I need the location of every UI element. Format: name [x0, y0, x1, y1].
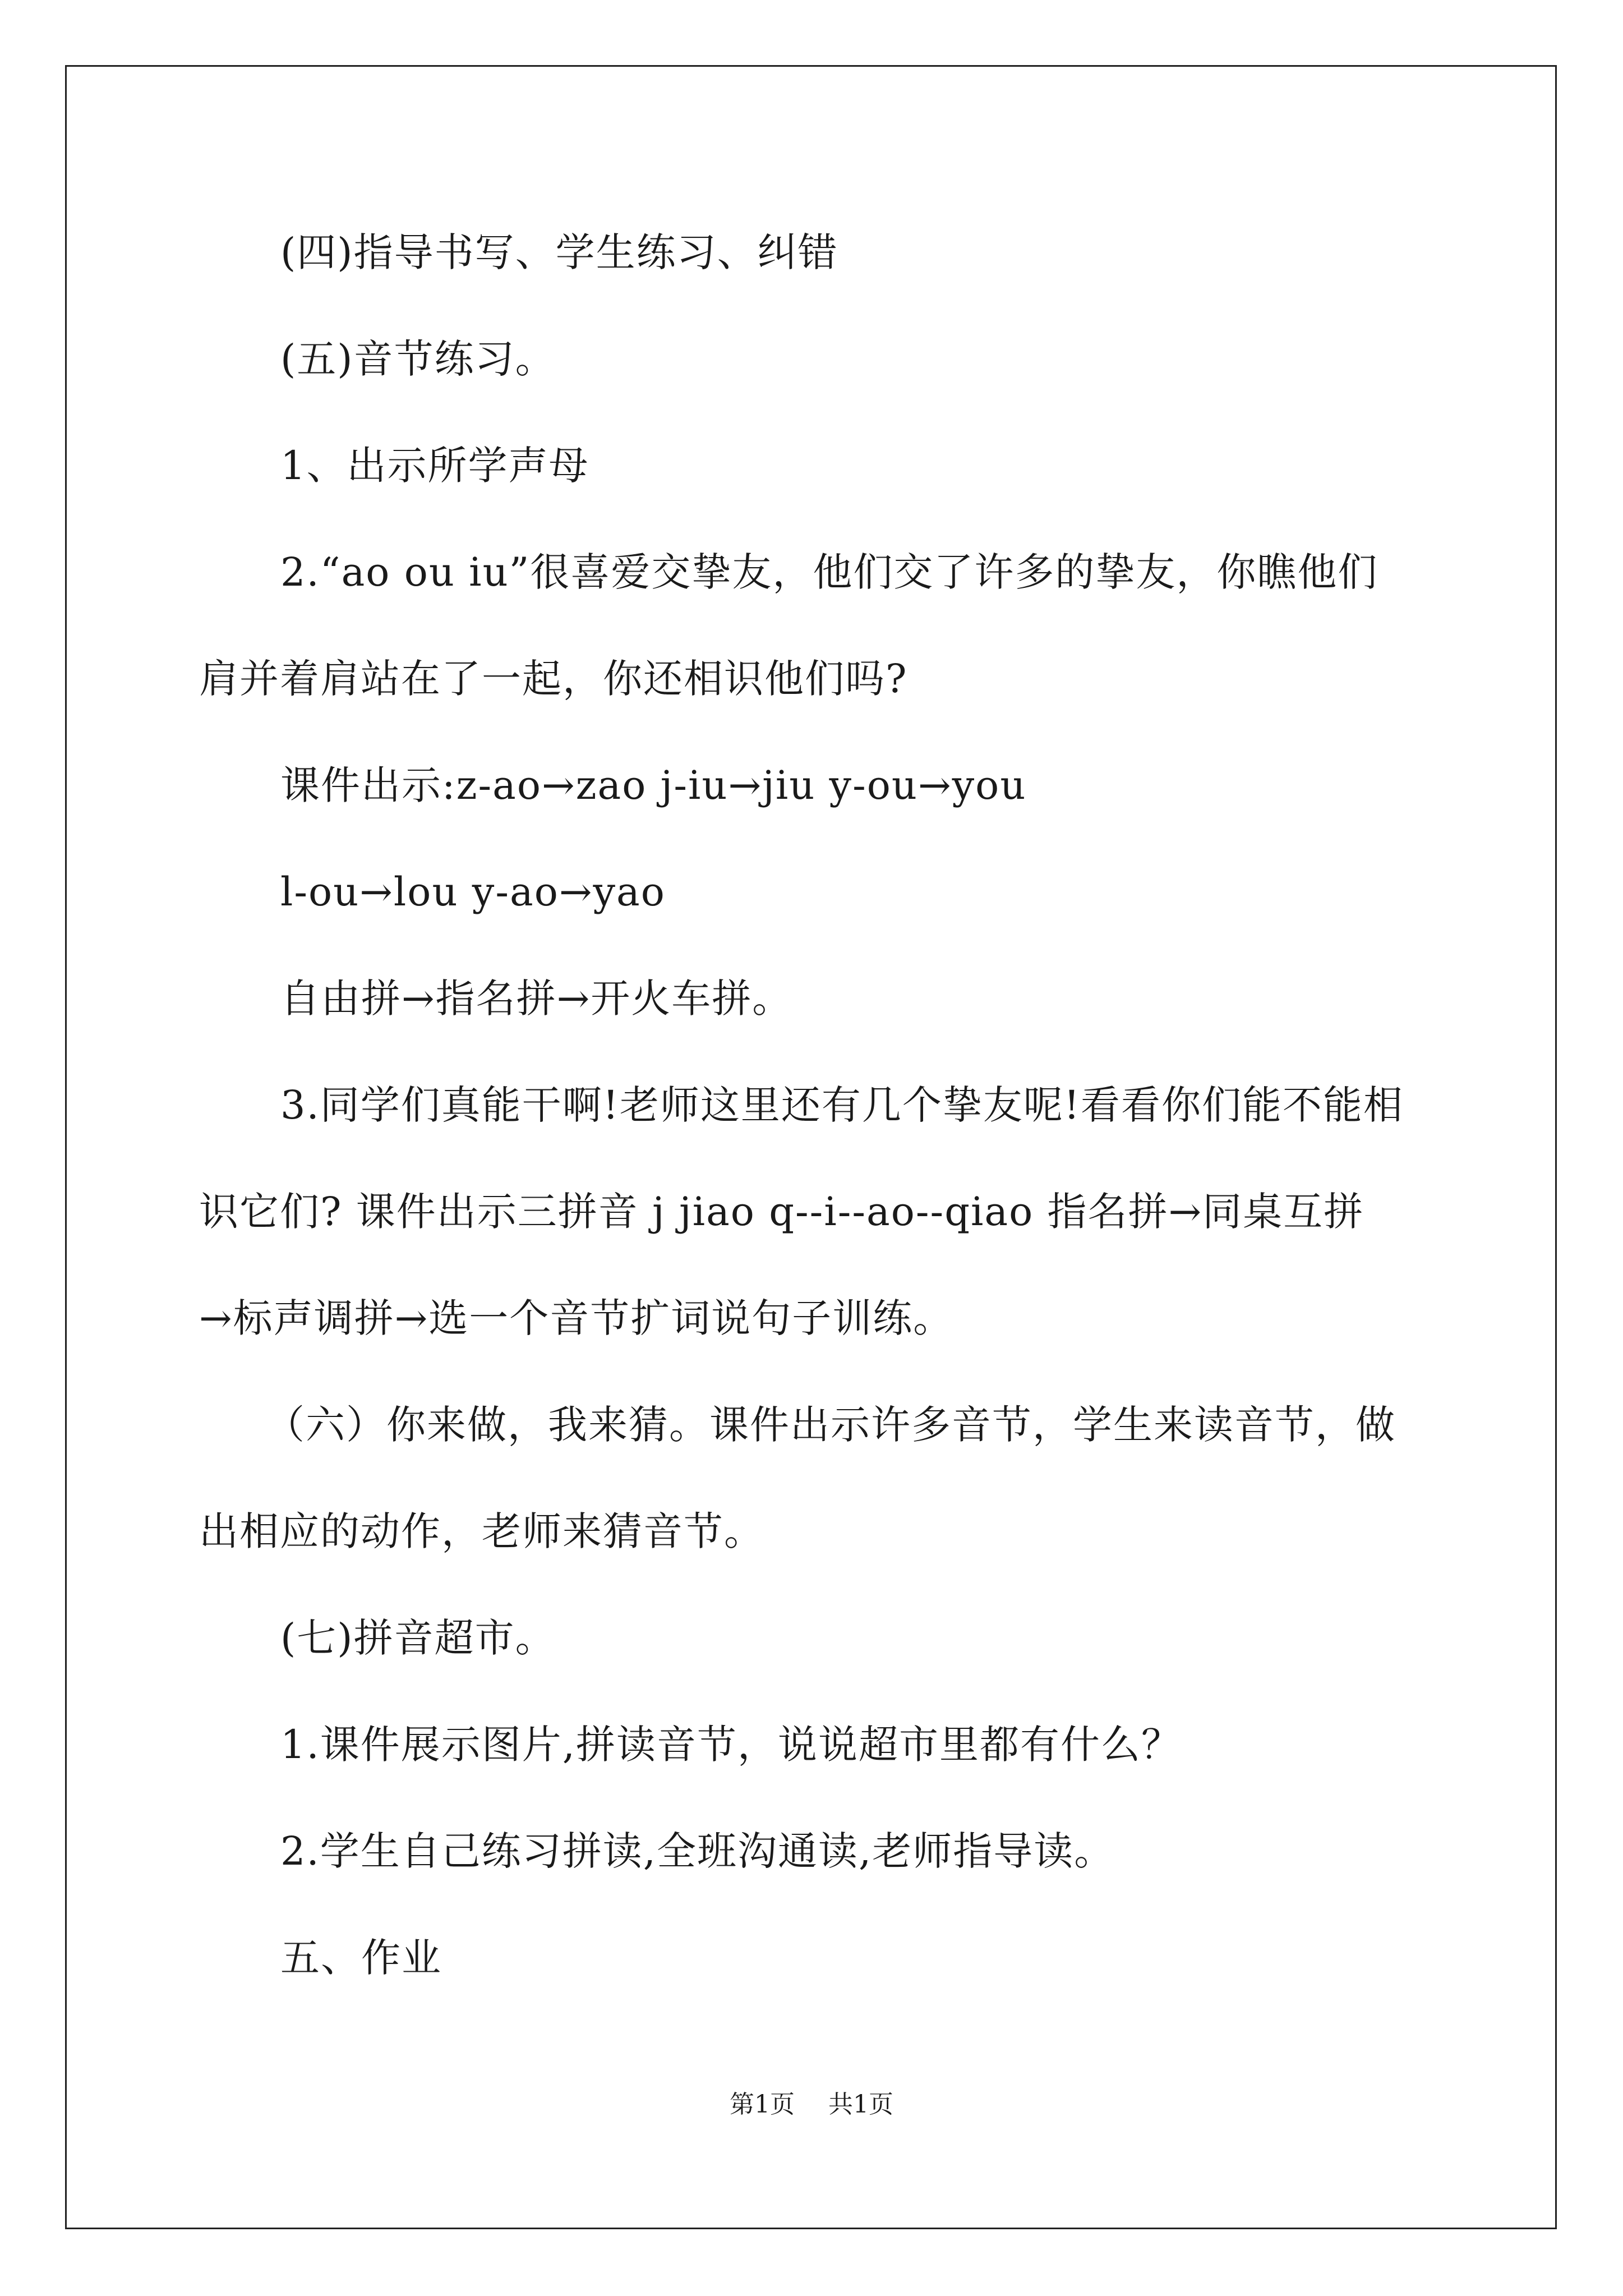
section-heading-7: (七)拼音超市。 [280, 1615, 556, 1661]
paragraph-line: →标声调拼→选一个音节扩词说句子训练。 [199, 1295, 954, 1341]
paragraph-line: 1.课件展示图片,拼读音节，说说超市里都有什么？ [280, 1722, 1182, 1768]
paragraph-line: 自由拼→指名拼→开火车拼。 [280, 976, 793, 1022]
paragraph-line: 识它们? 课件出示三拼音 j jiao q--i--ao--qiao 指名拼→同桌互拼 [199, 1189, 1364, 1235]
page-count: 共1页 [828, 2090, 893, 2119]
paragraph-line: 肩并着肩站在了一起，你还相识他们吗? [199, 656, 908, 702]
paragraph-line: 1、出示所学声母 [280, 443, 589, 489]
page-border [65, 65, 1557, 2229]
paragraph-line: 2.“ao ou iu”很喜爱交挚友，他们交了许多的挚友，你瞧他们 [280, 549, 1378, 595]
paragraph-line: 出相应的动作，老师来猜音节。 [199, 1508, 764, 1554]
paragraph-line: l-ou→lou y-ao→yao [280, 869, 666, 915]
page-footer [0, 2084, 1623, 2120]
section-heading-5: (五)音节练习。 [280, 336, 556, 382]
section-heading-4: (四)指导书写、学生练习、纠错 [280, 229, 838, 275]
paragraph-line: 3.同学们真能干啊!老师这里还有几个挚友呢!看看你们能不能相 [280, 1082, 1404, 1128]
section-heading-6: （六）你来做，我来猜。课件出示许多音节，学生来读音节，做 [265, 1402, 1396, 1448]
paragraph-line: 课件出示:z-ao→zao j-iu→jiu y-ou→you [280, 762, 1027, 808]
paragraph-line: 2.学生自己练习拼读,全班沟通读,老师指导读。 [280, 1828, 1115, 1874]
section-heading-homework: 五、作业 [280, 1935, 442, 1981]
page-number: 第1页 [730, 2090, 795, 2119]
